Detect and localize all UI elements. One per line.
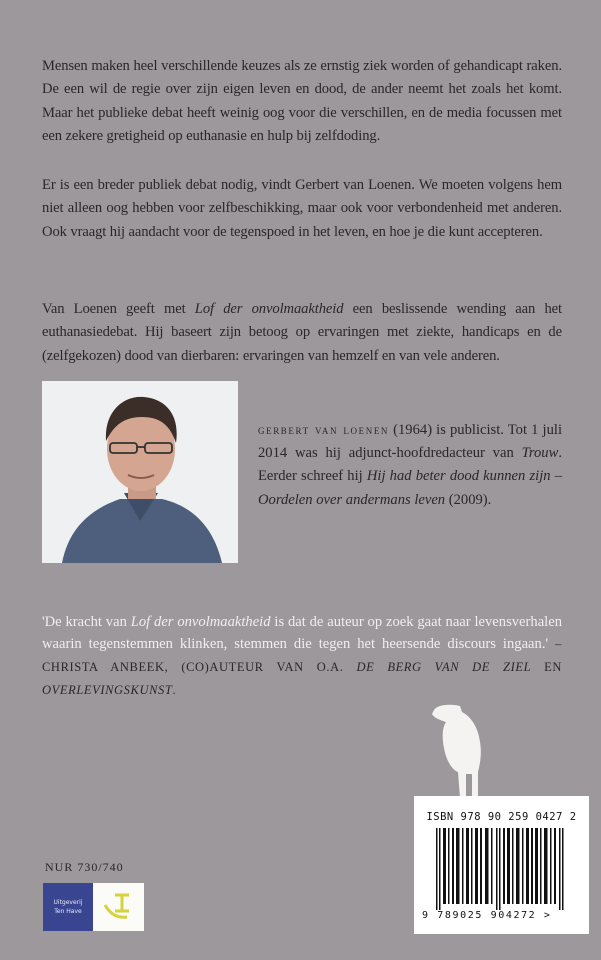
author-name: gerbert van loenen <box>258 421 390 437</box>
earlier-book-title: Hij had beter dood kunnen zijn – Oordelen over andermans leven <box>258 468 562 508</box>
blurb-paragraph-1: Mensen maken heel verschillende keuzes als ze ernstig ziek worden of gehandicapt raken. De een wil de regie over zijn eigen leven en dood, de ander neemt het zoals het komt. Maar het publieke debat heeft weinig oog voor die verschillen, en de media focussen met een zekere gretigheid op euthanasie en hulp bij zelfdoding. <box>42 57 562 145</box>
author-photo <box>42 381 238 563</box>
nur-code: NUR 730/740 <box>45 860 124 874</box>
isbn-label: ISBN 978 90 259 0427 2 <box>426 811 577 823</box>
barcode <box>414 796 589 934</box>
review-quote: 'De kracht van Lof der onvolmaaktheid is dat de auteur op zoek gaat naar levensverhalen waarin tegenstemmen klinken, stemmen die tegen het heersende discours ingaan.' – CHRISTA ANBEEK, (CO)AUTEUR VAN O.A. DE BERG VAN DE ZIEL EN OVERLEVINGSKUNST. <box>42 613 563 697</box>
book-title: Lof der onvolmaaktheid <box>194 300 344 317</box>
barcode-digits: 9 789025 904272 > <box>422 910 552 921</box>
blurb-paragraph-3: Van Loenen geeft met Lof der onvolmaaktheid een beslissende wending aan het euthanasiedebat. Hij baseert zijn betoog op ervaringen met ziekte, handicaps en de (zelfgekozen) dood van dierbaren: ervaringen van hemzelf en van vele anderen. <box>42 300 563 364</box>
author-bio: gerbert van loenen (1964) is publicist. Tot 1 juli 2014 was hij adjunct-hoofdredacteur van Trouw. Eerder schreef hij Hij had beter dood kunnen zijn – Oordelen over andermans leven (2009). <box>258 421 563 508</box>
lamb-icon <box>428 702 490 798</box>
publisher-mark-icon <box>93 883 144 931</box>
quote-attribution: – CHRISTA ANBEEK, (CO)AUTEUR VAN O.A. DE BERG VAN DE ZIEL EN OVERLEVINGSKUNST. <box>42 637 562 697</box>
blurb-paragraph-2: Er is een breder publiek debat nodig, vindt Gerbert van Loenen. We moeten volgens hem niet alleen oog hebben voor zelfbeschikking, maar ook voor verbondenheid met anderen. Ook vraagt hij aandacht voor de tegenspoed in het leven, en hoe je die kunt accepteren. <box>42 176 562 240</box>
publisher-logo: Uitgeverij Ten Have <box>43 883 93 931</box>
barcode-bars <box>436 828 564 910</box>
